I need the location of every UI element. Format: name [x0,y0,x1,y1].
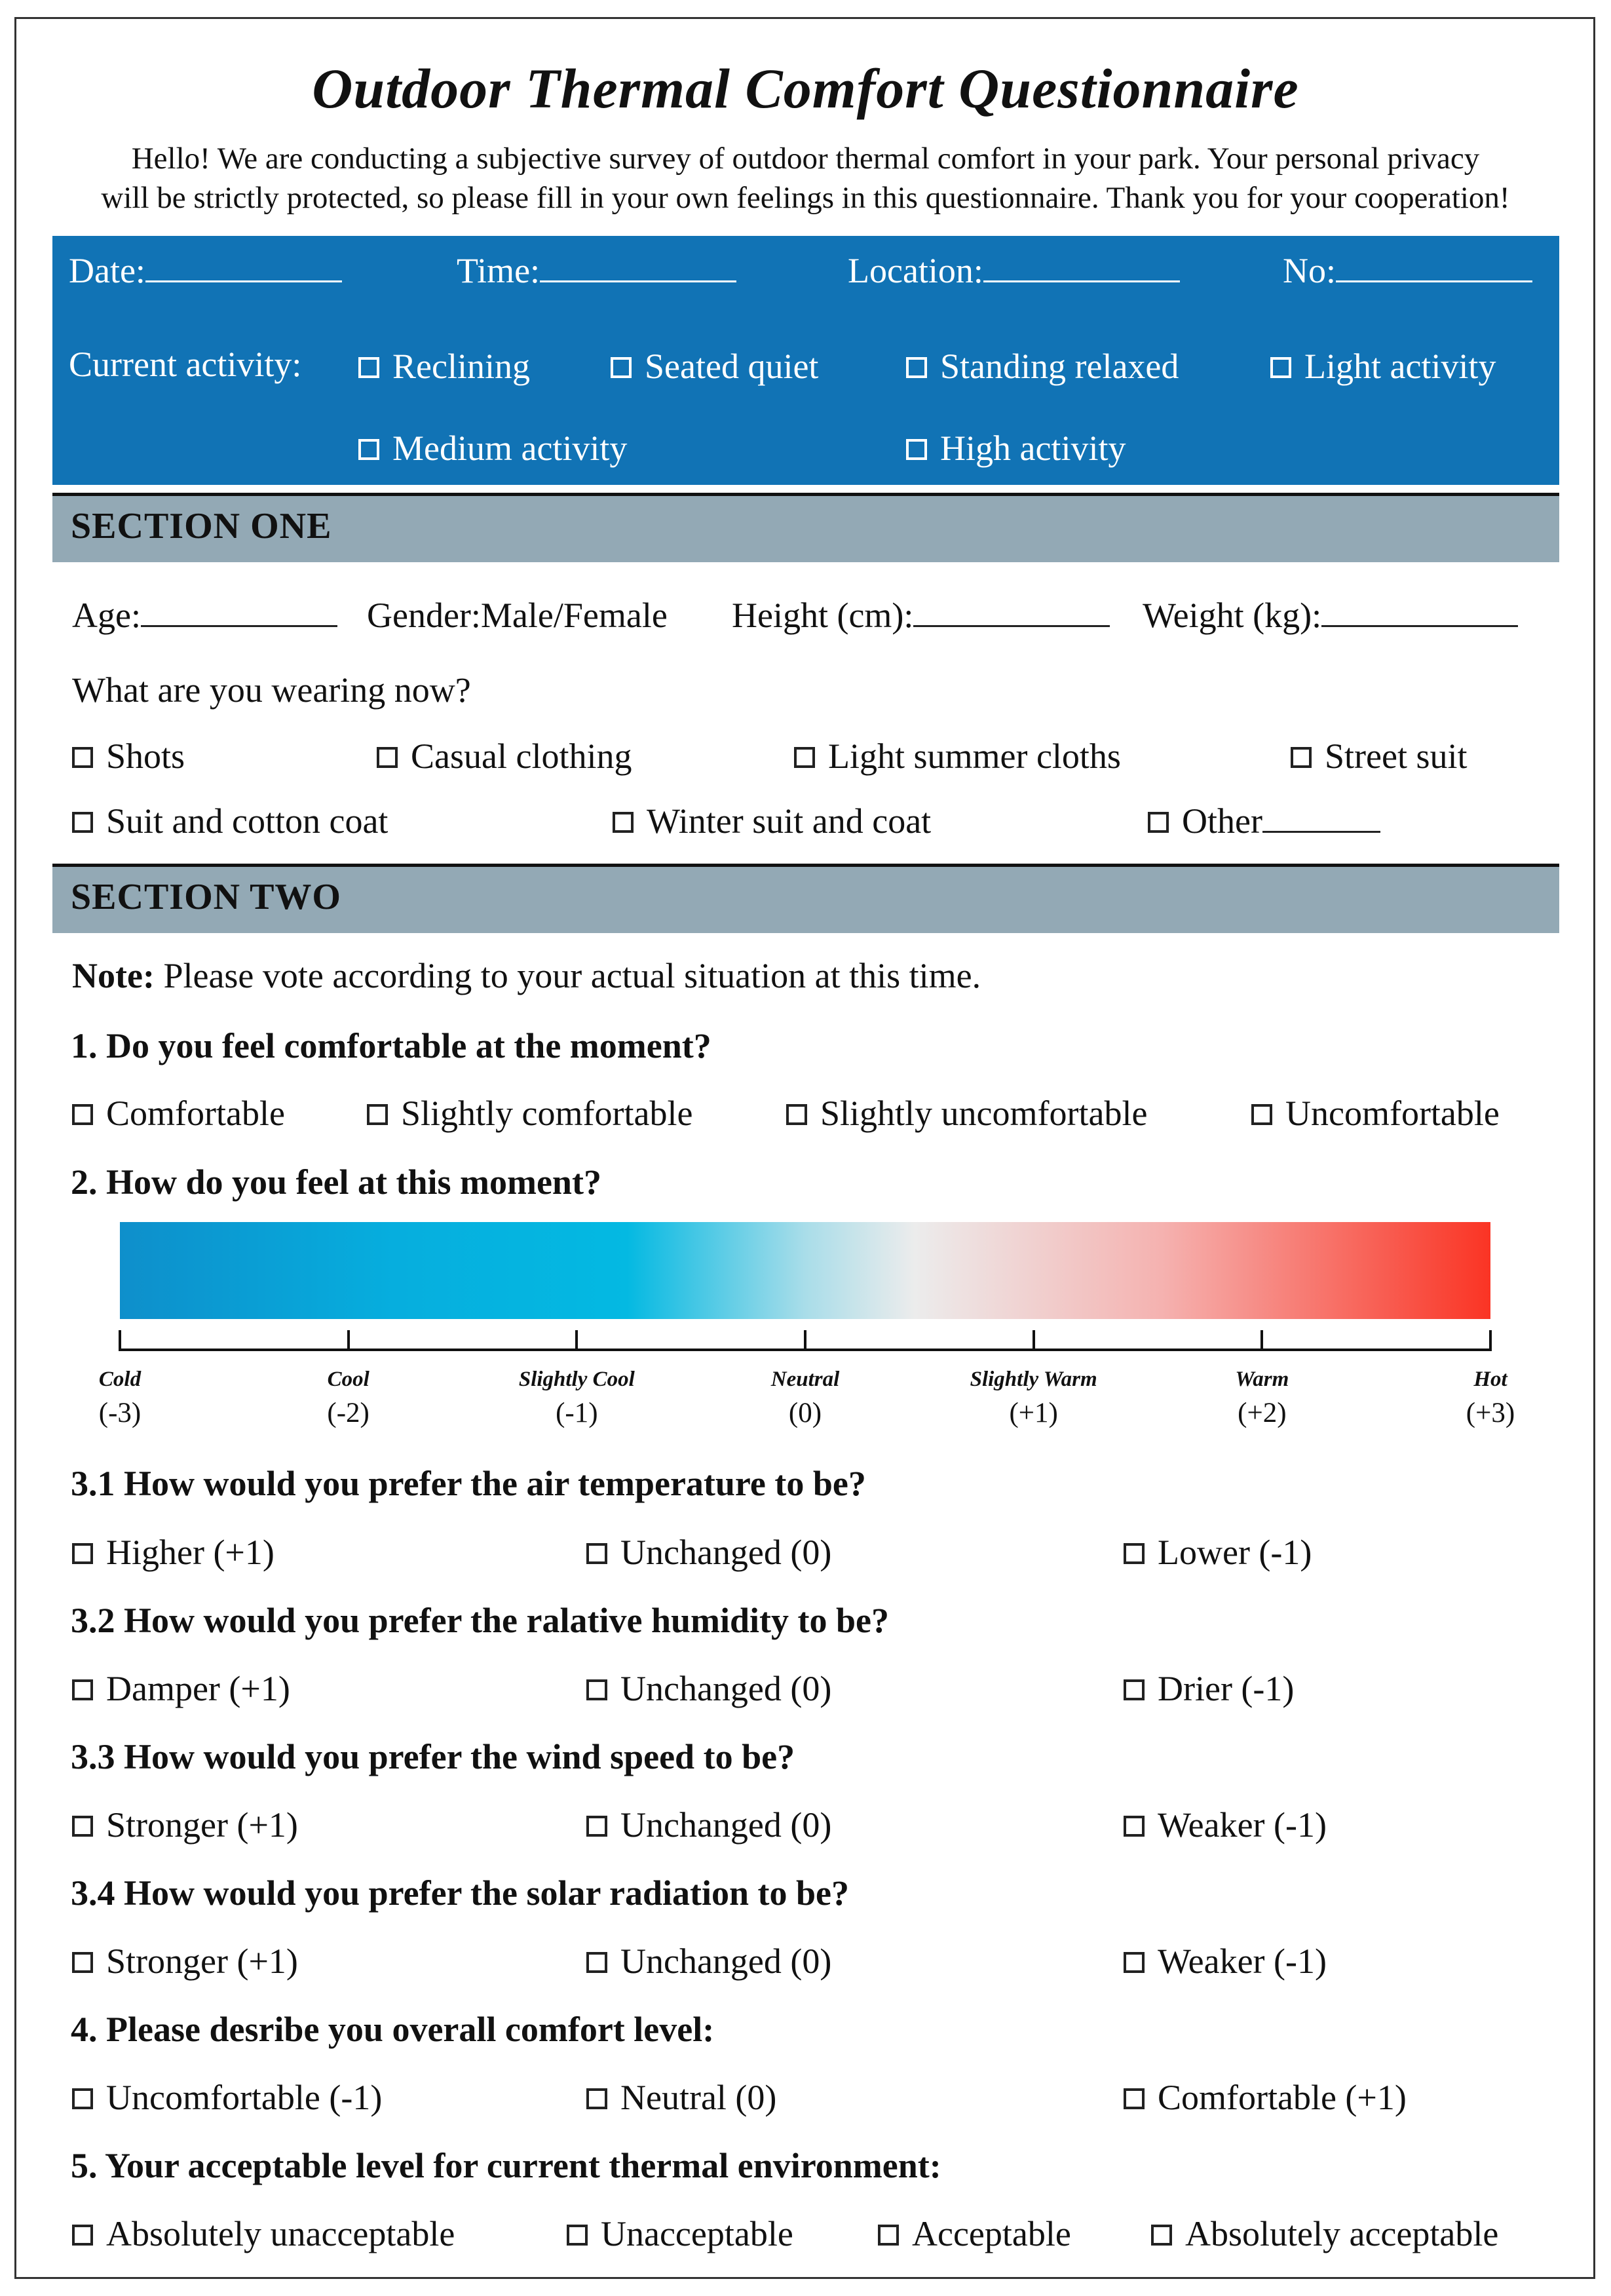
question-2: 2. How do you feel at this moment? [71,1162,601,1202]
date-field[interactable]: Date: [69,250,342,291]
question-4: 4. Please desribe you overall comfort level: [71,2010,715,2049]
q1-option-uncomfortable[interactable]: Uncomfortable [1251,1093,1500,1134]
checkbox-icon[interactable] [1291,747,1312,768]
scale-tick [804,1330,806,1351]
scale-tick [119,1330,121,1351]
checkbox-icon[interactable] [72,812,93,833]
checkbox-icon[interactable] [1124,2088,1145,2109]
scale-label[interactable]: Slightly Cool [518,1368,635,1391]
checkbox-icon[interactable] [906,357,927,378]
q1-option-comfortable[interactable]: Comfortable [72,1093,285,1134]
q3-1-option-higher[interactable]: Higher (+1) [72,1532,275,1573]
checkbox-icon[interactable] [567,2225,588,2246]
checkbox-icon[interactable] [1124,1543,1145,1564]
checkbox-icon[interactable] [906,439,927,460]
scale-label[interactable]: Neutral [770,1368,840,1391]
clothing-option-winter-suit[interactable]: Winter suit and coat [613,801,931,841]
page-title: Outdoor Thermal Comfort Questionnaire [312,57,1299,120]
checkbox-icon[interactable] [72,1104,93,1125]
clothing-option-other[interactable]: Other [1148,801,1380,841]
note: Note: Please vote according to your actual situation at this time. [72,956,981,995]
q5-option-acceptable[interactable]: Acceptable [878,2213,1071,2254]
scale-value[interactable]: (-1) [556,1398,598,1428]
question-3-3: 3.3 How would you prefer the wind speed to be? [71,1737,795,1776]
checkbox-icon[interactable] [72,1816,93,1837]
question-1: 1. Do you feel comfortable at the moment? [71,1026,711,1065]
activity-option-high-activity[interactable]: High activity [906,428,1126,469]
age-field[interactable]: Age: [72,595,337,636]
checkbox-icon[interactable] [586,1543,607,1564]
scale-value[interactable]: (0) [788,1398,822,1428]
question-3-1: 3.1 How would you prefer the air temperature to be? [71,1464,866,1503]
height-field[interactable]: Height (cm): [732,595,1110,636]
time-field[interactable]: Time: [457,250,736,291]
q5-option-unacceptable[interactable]: Unacceptable [567,2213,793,2254]
checkbox-icon[interactable] [72,2088,93,2109]
checkbox-icon[interactable] [613,812,634,833]
checkbox-icon[interactable] [72,1679,93,1700]
question-5: 5. Your acceptable level for current thermal environment: [71,2146,941,2185]
scale-label[interactable]: Hot [1473,1368,1507,1391]
weight-field[interactable]: Weight (kg): [1143,595,1518,636]
section-one-bar [52,493,1559,562]
q3-1-option-lower[interactable]: Lower (-1) [1124,1532,1312,1573]
checkbox-icon[interactable] [878,2225,899,2246]
checkbox-icon[interactable] [794,747,815,768]
checkbox-icon[interactable] [1251,1104,1272,1125]
location-field[interactable]: Location: [848,250,1180,291]
clothing-option-shots[interactable]: Shots [72,736,185,776]
q3-1-option-unchanged[interactable]: Unchanged (0) [586,1532,831,1573]
checkbox-icon[interactable] [72,1952,93,1973]
checkbox-icon[interactable] [1124,1679,1145,1700]
thermal-sensation-scale-bar [120,1222,1490,1319]
checkbox-icon[interactable] [72,2225,93,2246]
checkbox-icon[interactable] [1124,1816,1145,1837]
section-one-title: SECTION ONE [71,506,332,546]
clothing-option-light-summer[interactable]: Light summer cloths [794,736,1121,776]
q3-2-option-unchanged[interactable]: Unchanged (0) [586,1668,831,1709]
section-two-title: SECTION TWO [71,877,341,917]
clothing-option-suit-cotton-coat[interactable]: Suit and cotton coat [72,801,388,841]
checkbox-icon[interactable] [586,1816,607,1837]
checkbox-icon[interactable] [1270,357,1291,378]
number-field[interactable]: No: [1283,250,1532,291]
q3-3-option-unchanged[interactable]: Unchanged (0) [586,1805,831,1845]
checkbox-icon[interactable] [1124,1952,1145,1973]
scale-tick [1033,1330,1035,1351]
checkbox-icon[interactable] [72,1543,93,1564]
checkbox-icon[interactable] [358,357,379,378]
checkbox-icon[interactable] [358,439,379,460]
clothing-option-street-suit[interactable]: Street suit [1291,736,1467,776]
scale-tick [1489,1330,1492,1351]
intro-line-1: Hello! We are conducting a subjective survey of outdoor thermal comfort in your park. Your personal privacy [131,142,1480,176]
q3-3-option-weaker[interactable]: Weaker (-1) [1124,1805,1327,1845]
scale-value[interactable]: (+3) [1466,1398,1515,1428]
header-block [52,236,1559,485]
checkbox-icon[interactable] [586,2088,607,2109]
activity-option-light-activity[interactable]: Light activity [1270,346,1496,387]
scale-value[interactable]: (-2) [327,1398,370,1428]
q3-2-option-damper[interactable]: Damper (+1) [72,1668,290,1709]
scale-tick [575,1330,578,1351]
scale-tick [347,1330,350,1351]
question-3-2: 3.2 How would you prefer the ralative humidity to be? [71,1601,889,1640]
scale-value[interactable]: (+2) [1238,1398,1287,1428]
checkbox-icon[interactable] [367,1104,388,1125]
activity-option-seated-quiet[interactable]: Seated quiet [611,346,818,387]
scale-tick [1260,1330,1263,1351]
checkbox-icon[interactable] [377,747,398,768]
q3-4-option-weaker[interactable]: Weaker (-1) [1124,1941,1327,1981]
scale-value[interactable]: (+1) [1009,1398,1058,1428]
activity-option-medium-activity[interactable]: Medium activity [358,428,627,469]
scale-label[interactable]: Slightly Warm [970,1368,1097,1391]
scale-label[interactable]: Cold [98,1368,142,1391]
activity-option-standing-relaxed[interactable]: Standing relaxed [906,346,1179,387]
q3-4-option-unchanged[interactable]: Unchanged (0) [586,1941,831,1981]
q1-option-slightly-uncomfortable[interactable]: Slightly uncomfortable [786,1093,1147,1134]
q3-2-option-drier[interactable]: Drier (-1) [1124,1668,1294,1709]
q4-option-comfortable[interactable]: Comfortable (+1) [1124,2077,1407,2118]
q4-option-uncomfortable[interactable]: Uncomfortable (-1) [72,2077,382,2118]
activity-label: Current activity: [69,345,302,384]
activity-option-reclining[interactable]: Reclining [358,346,530,387]
checkbox-icon[interactable] [586,1952,607,1973]
checkbox-icon[interactable] [1148,812,1169,833]
scale-label[interactable]: Cool [327,1368,370,1391]
scale-label[interactable]: Warm [1235,1368,1289,1391]
q1-option-slightly-comfortable[interactable]: Slightly comfortable [367,1093,692,1134]
checkbox-icon[interactable] [611,357,632,378]
section-two-bar [52,864,1559,933]
checkbox-icon[interactable] [786,1104,807,1125]
question-3-4: 3.4 How would you prefer the solar radiation to be? [71,1873,850,1913]
checkbox-icon[interactable] [586,1679,607,1700]
scale-value[interactable]: (-3) [98,1398,142,1428]
gender-field[interactable]: Gender:Male/Female [367,596,668,635]
q4-option-neutral[interactable]: Neutral (0) [586,2077,776,2118]
intro-line-2: will be strictly protected, so please fill in your own feelings in this questionnaire. Thank you for your cooperation! [101,181,1510,215]
wearing-question: What are you wearing now? [72,670,471,710]
q5-option-absolutely-unacceptable[interactable]: Absolutely unacceptable [72,2213,455,2254]
q5-option-absolutely-acceptable[interactable]: Absolutely acceptable [1151,2213,1498,2254]
checkbox-icon[interactable] [72,747,93,768]
checkbox-icon[interactable] [1151,2225,1172,2246]
q3-4-option-stronger[interactable]: Stronger (+1) [72,1941,298,1981]
clothing-option-casual[interactable]: Casual clothing [377,736,632,776]
q3-3-option-stronger[interactable]: Stronger (+1) [72,1805,298,1845]
